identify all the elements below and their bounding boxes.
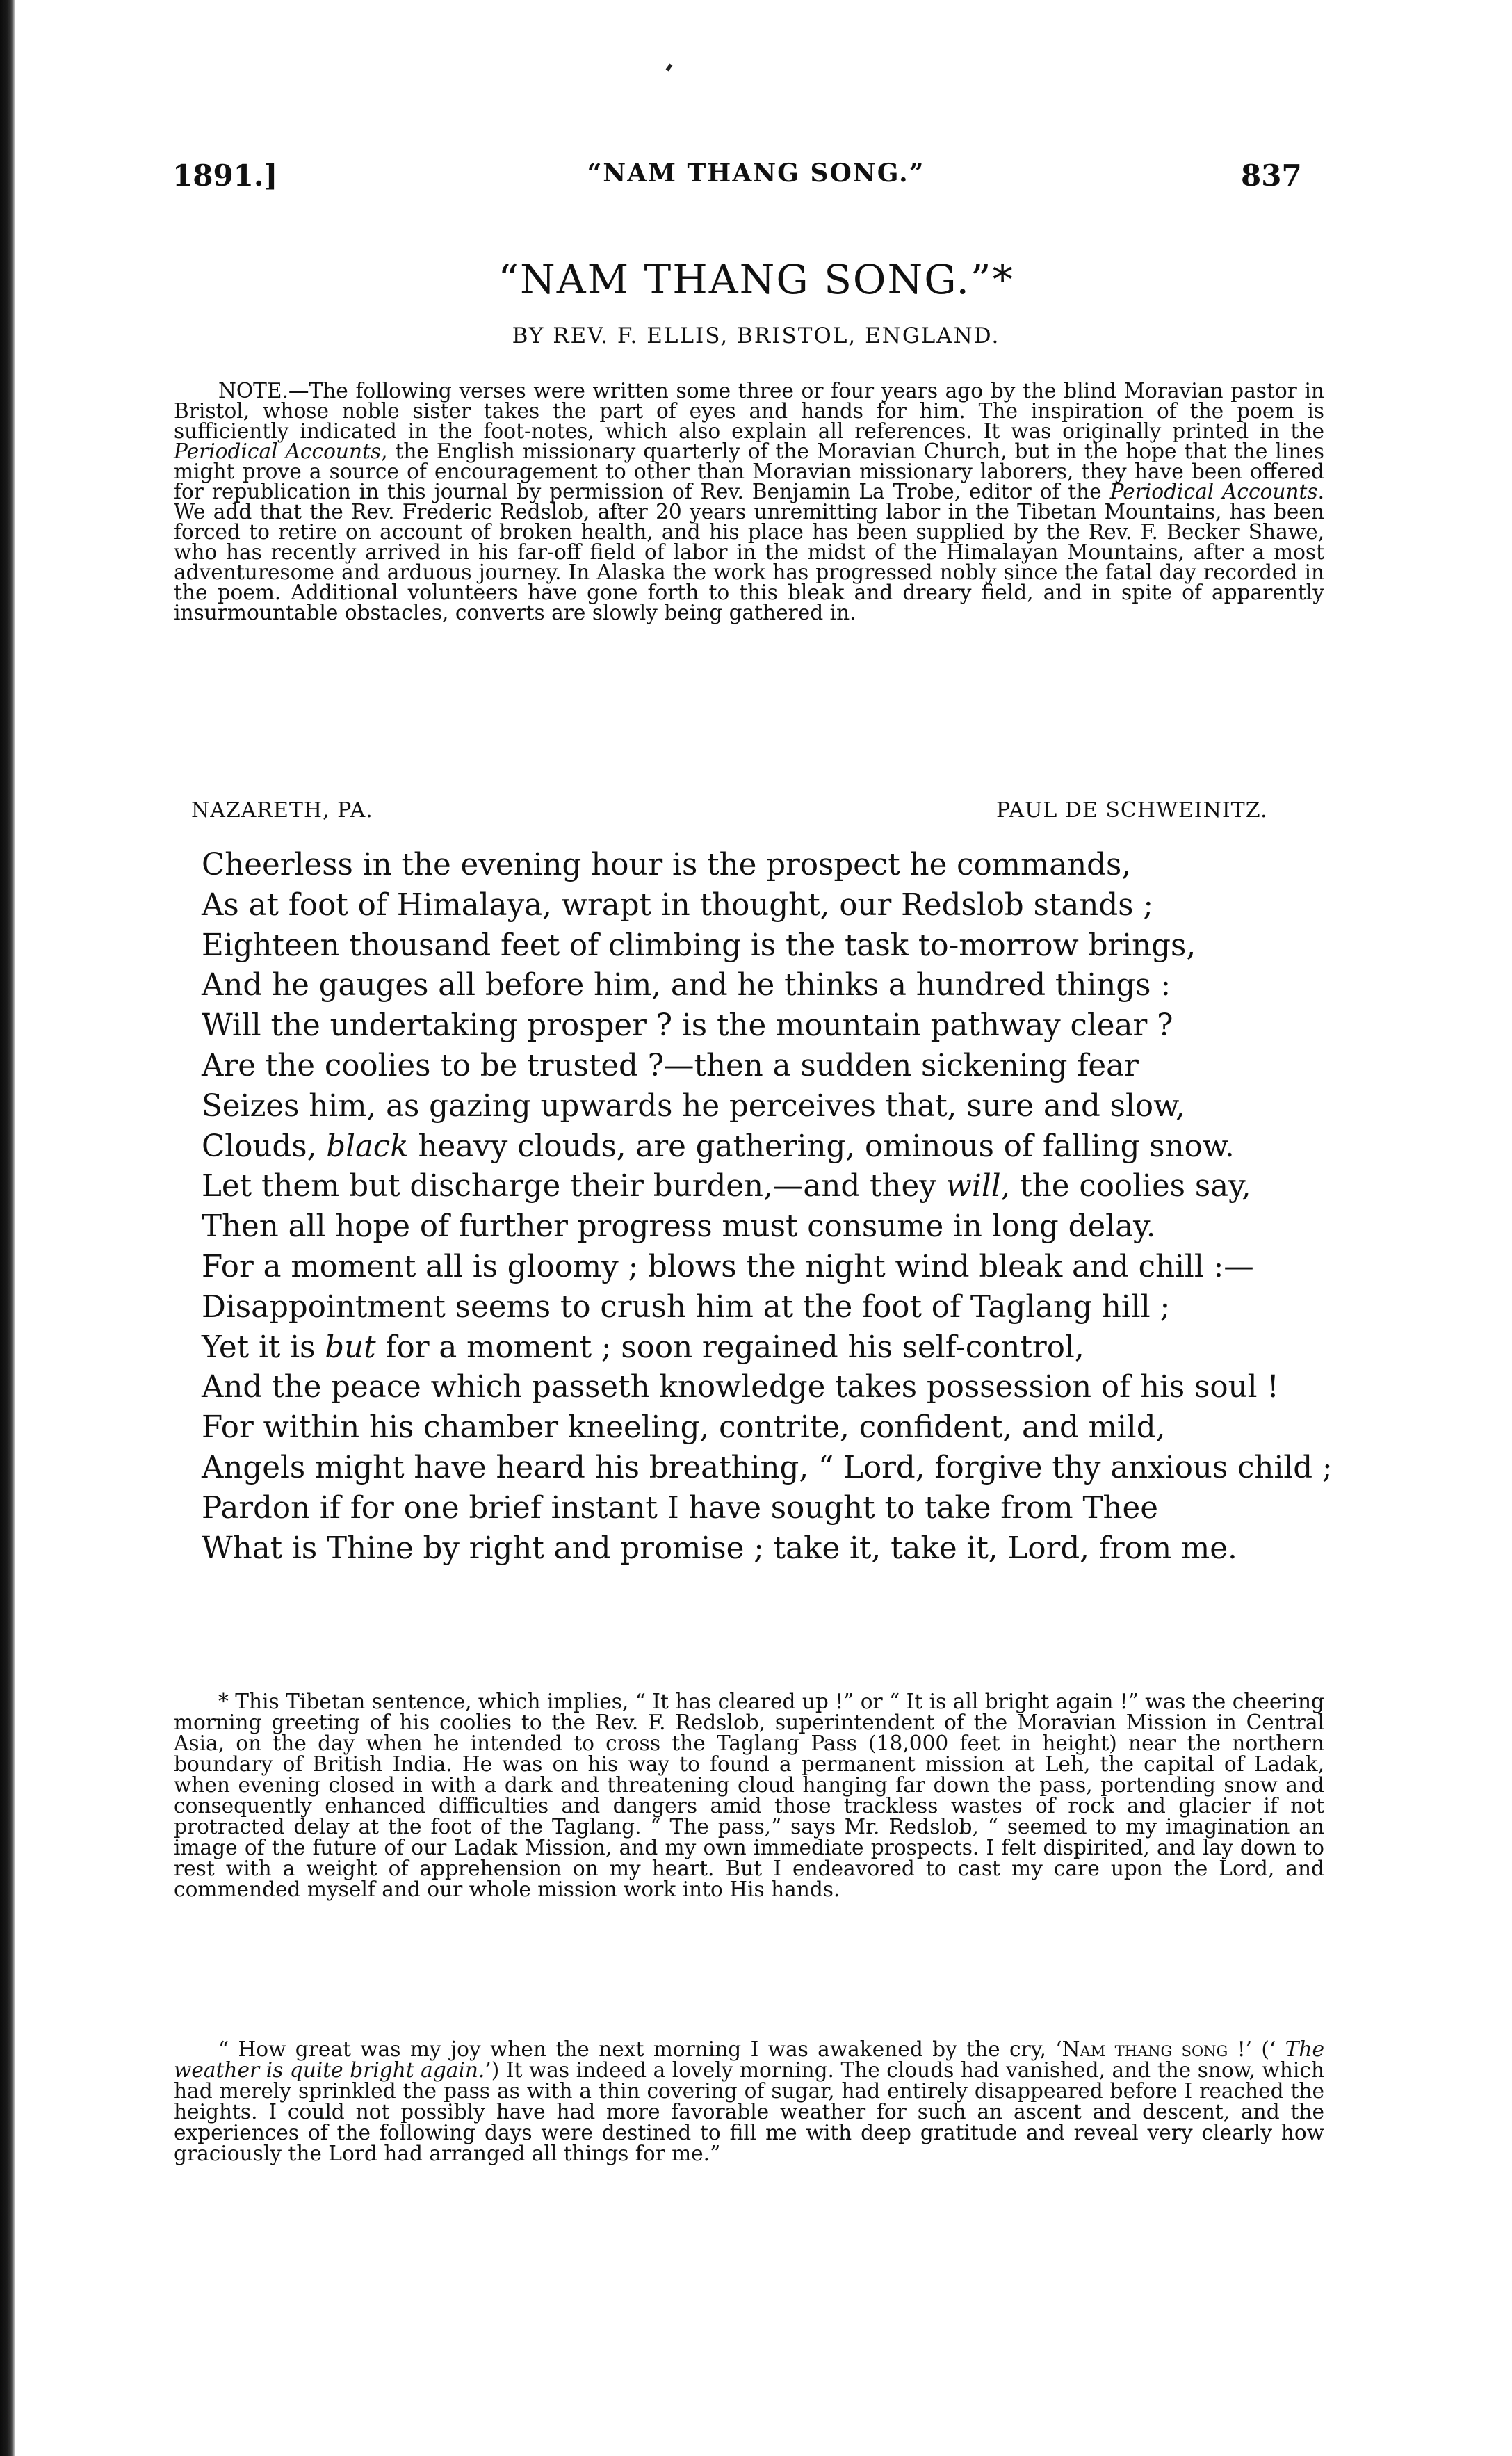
note-text-1: —The following verses were written some three or four years ago by the blind Moravian pastor in Bristol, whose noble sister takes the part of eyes and hands for him. The inspiration of the poem is sufficiently indicated in the foot-notes, which also explain all references. It was originally printed in the	[174, 379, 1324, 443]
running-title: “NAM THANG SONG.”	[587, 159, 925, 188]
editor-note	[174, 381, 1324, 623]
note-periodical-1: Periodical Accounts	[174, 439, 382, 463]
poem-line	[202, 1167, 1328, 1207]
poem-line: Eighteen thousand feet of climbing is the task to-morrow brings,	[202, 928, 1196, 963]
footnote-text-2: !’ (‘	[1228, 2037, 1285, 2061]
poem-line: Will the undertaking prosper ? is the mountain pathway clear ?	[202, 1008, 1173, 1044]
poem-line-start: Let them but discharge their burden,—and they	[202, 1169, 946, 1204]
poem-line: Then all hope of further progress must consume in long delay.	[202, 1209, 1156, 1245]
note-periodical-2: Periodical Accounts	[1109, 480, 1318, 503]
poem-line: Seizes him, as gazing upwards he perceives that, sure and slow,	[202, 1088, 1185, 1124]
poem-line-end: heavy clouds, are gathering, ominous of falling snow.	[408, 1129, 1235, 1164]
footnote-tibetan-phrase: Nam thang song	[1062, 2037, 1228, 2061]
article-title: “NAM THANG SONG.”*	[498, 256, 1014, 303]
byline: BY REV. F. ELLIS, BRISTOL, ENGLAND.	[512, 323, 1000, 348]
footnote-translation: The weather is quite bright again.	[174, 2037, 1324, 2082]
print-speck	[666, 63, 673, 71]
poem-line-start: Yet it is	[202, 1330, 325, 1365]
page-number: 837	[1241, 159, 1302, 193]
poem-line-end: , the coolies say,	[1000, 1169, 1251, 1204]
poem-line: And the peace which passeth knowledge takes possession of his soul !	[202, 1370, 1279, 1405]
poem-line: As at foot of Himalaya, wrapt in thought, our Redslob stands ;	[202, 887, 1153, 923]
poem-line-italic: but	[325, 1330, 376, 1365]
poem-line: What is Thine by right and promise ; take it, take it, Lord, from me.	[202, 1530, 1237, 1566]
poem-line: Are the coolies to be trusted ?—then a sudden sickening fear	[202, 1048, 1139, 1083]
note-signature: PAUL DE SCHWEINITZ.	[996, 798, 1268, 823]
poem-line: Cheerless in the evening hour is the prospect he commands,	[202, 848, 1132, 882]
poem-line: For within his chamber kneeling, contrite, confident, and mild,	[202, 1410, 1166, 1446]
poem-line: Angels might have heard his breathing, “ Lord, forgive thy anxious child ;	[202, 1450, 1333, 1485]
poem-line-italic: will	[945, 1169, 1001, 1204]
poem-line: And he gauges all before him, and he thinks a hundred things :	[202, 968, 1171, 1003]
poem-line-end: for a moment ; soon regained his self-control,	[375, 1330, 1084, 1365]
poem-line: Pardon if for one brief instant I have sought to take from Thee	[202, 1490, 1158, 1526]
poem-line	[202, 1127, 1328, 1168]
poem-line-italic: black	[326, 1129, 409, 1164]
footnote-text-1: “ How great was my joy when the next morning I was awakened by the cry, ‘	[218, 2037, 1062, 2061]
poem	[202, 846, 1333, 1569]
poem-line: Disappointment seems to crush him at the foot of Taglang hill ;	[202, 1289, 1171, 1325]
note-label: NOTE.	[218, 379, 288, 403]
footnote-paragraph-2	[174, 2039, 1324, 2164]
poem-line	[202, 1328, 1328, 1368]
book-spine-edge	[0, 0, 15, 2456]
poem-line: For a moment all is gloomy ; blows the night wind bleak and chill :—	[202, 1249, 1254, 1284]
footnote-paragraph-1: * This Tibetan sentence, which implies, “ It has cleared up !” or “ It is all bright again !” was the cheering morning greeting of his coolies to the Rev. F. Redslob, superintendent of the Moravian Mission in Central Asia, on the day when he intended to cross the Taglang Pass (18,000 feet in height) near the northern boundary of British India. He was on his way to found a permanent mission at Leh, the capital of Ladak, when evening closed in with a dark and threatening cloud hanging far down the pass, portending snow and consequently enhanced difficulties and dangers amid those trackless wastes of rock and glacier if not protracted delay at the foot of the Taglang. “ The pass,” says Mr. Redslob, “ seemed to my imagination an image of the future of our Ladak Mission, and my own immediate prospects. I felt dispirited, and lay down to rest with a weight of apprehension on my heart. But I endeavored to cast my care upon the Lord, and commended myself and our whole mission work into His hands.	[174, 1690, 1324, 1901]
note-place: NAZARETH, PA.	[191, 798, 373, 823]
footnote-text-3: ’) It was indeed a lovely morning. The clouds had vanished, and the snow, which had merely sprinkled the pass as with a thin covering of sugar, had entirely disappeared before I reached the heights. I could not possibly have had more favorable weather for such an ascent and descent, and the experiences of the following days were destined to fill me with deep gratitude and reveal very clearly how graciously the Lord had arranged all things for me.”	[174, 2058, 1325, 2165]
note-text-3: . We add that the Rev. Frederic Redslob, after 20 years unremitting labor in the Tibetan Mountains, has been forced to retire on account of broken health, and his place has been supplied by the Rev. F. Becker Shawe, who has recently arrived in his far-off field of labor in the midst of the Himalayan Mountains, after a most adventuresome and arduous journey. In Alaska the work has progressed nobly since the fatal day recorded in the poem. Additional volunteers have gone forth to this bleak and dreary field, and in spite of apparently insurmountable obstacles, converts are slowly being gathered in.	[174, 480, 1324, 624]
note-text-2: , the English missionary quarterly of the Moravian Church, but in the hope that the lines might prove a source of encouragement to other than Moravian missionary laborers, they have been offered for republication in this journal by permission of Rev. Benjamin La Trobe, editor of the	[174, 439, 1324, 503]
poem-line-start: Clouds,	[202, 1129, 327, 1164]
header-year: 1891.]	[172, 159, 278, 193]
